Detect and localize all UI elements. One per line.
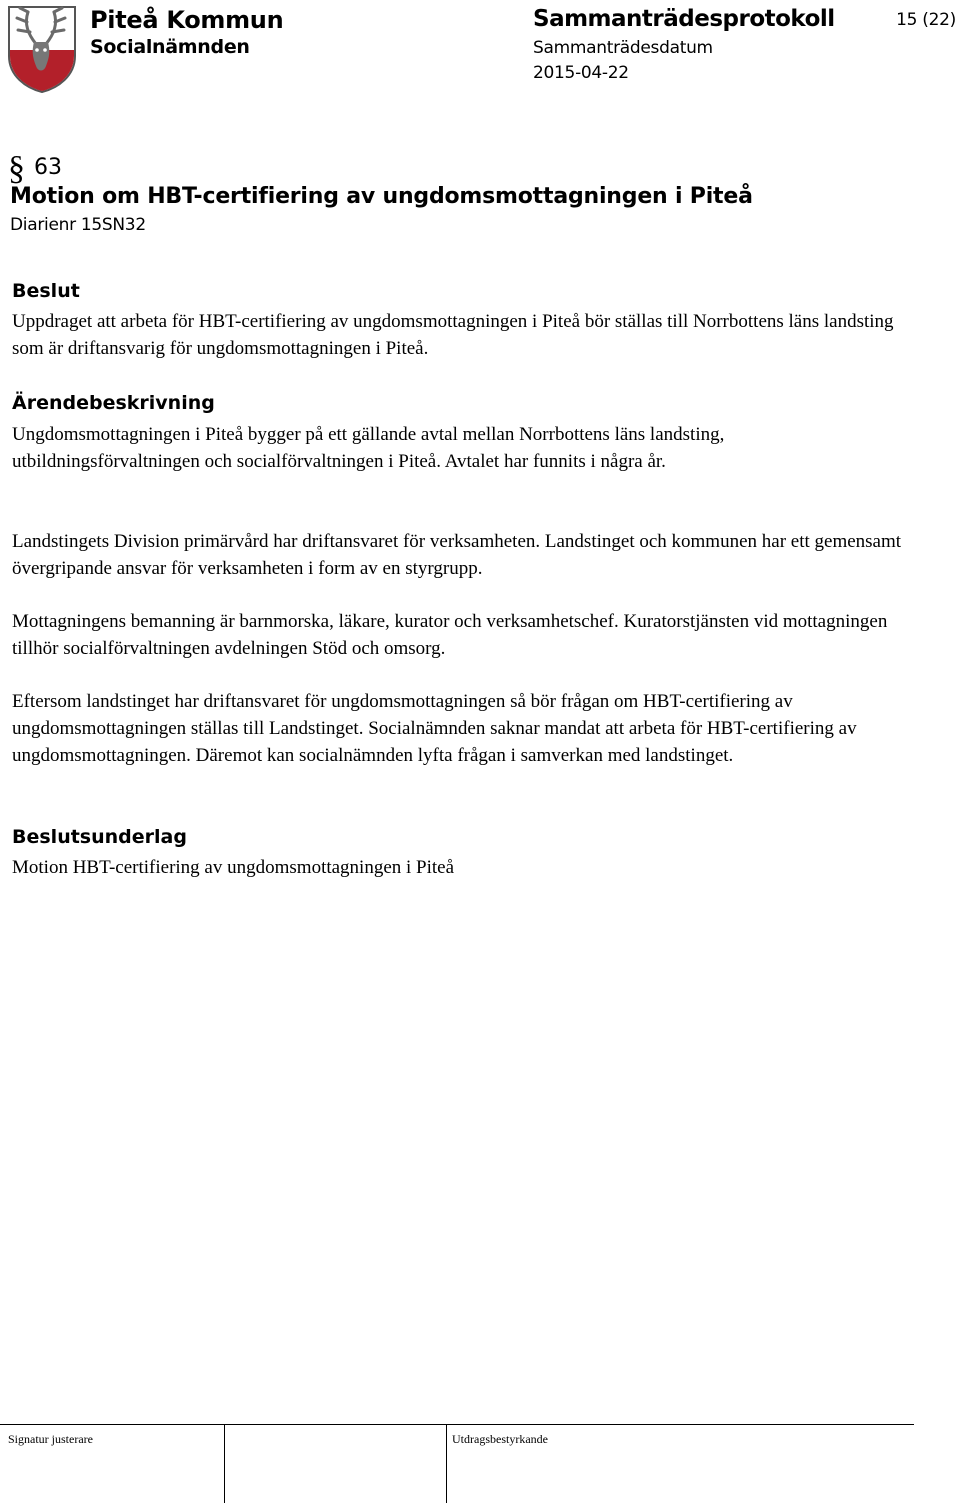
case-description-paragraph: Mottagningens bemanning är barnmorska, läkare, kurator och verksamhetschef. Kuratorstjänsten vid mottagningen tillhör socialförvaltningen avdelningen Stöd och omsorg. (12, 611, 888, 659)
signature-footer (0, 1424, 960, 1503)
case-description-paragraph: Landstingets Division primärvård har driftansvaret för verksamheten. Landstinget och kommunen har ett gemensamt övergripande ansvar för verksamheten i form av en styrgrupp. (12, 531, 902, 579)
department-name: Socialnämnden (90, 36, 250, 58)
footer-column-divider (446, 1424, 447, 1503)
case-description-paragraph: Eftersom landstinget har driftansvaret för ungdomsmottagningen så bör frågan om HBT-certifiering av ungdomsmottagningen ställas till Landstinget. Socialnämnden saknar mandat att arbeta för HBT-certifiering av ungdomsmottagningen. Däremot kan socialnämnden lyfta frågan i samverkan med landstinget. (12, 691, 857, 766)
document-type: Sammanträdesprotokoll (533, 6, 835, 32)
footer-divider (0, 1424, 914, 1425)
municipality-logo (6, 4, 78, 94)
item-title: Motion om HBT-certifiering av ungdomsmottagningen i Piteå (10, 184, 753, 209)
item-number: 63 (34, 155, 62, 180)
decision-basis-heading: Beslutsunderlag (12, 826, 187, 848)
case-description-paragraph: Ungdomsmottagningen i Piteå bygger på ett gällande avtal mellan Norrbottens läns landsting, utbildningsförvaltningen och socialförvaltningen i Piteå. Avtalet har funnits i några år. (12, 424, 725, 472)
footer-column-divider (224, 1424, 225, 1503)
diary-number: Diarienr 15SN32 (10, 215, 146, 235)
decision-heading: Beslut (12, 280, 80, 302)
extract-certification-label: Utdragsbestyrkande (452, 1432, 548, 1446)
section-sign: § (8, 150, 25, 187)
case-description-heading: Ärendebeskrivning (12, 392, 215, 414)
reindeer-coat-of-arms-icon (6, 4, 78, 94)
meeting-date: 2015-04-22 (533, 63, 629, 83)
organization-name: Piteå Kommun (90, 6, 284, 34)
meeting-date-label: Sammanträdesdatum (533, 38, 713, 58)
decision-basis-text: Motion HBT-certifiering av ungdomsmottagningen i Piteå (12, 857, 455, 878)
decision-text: Uppdraget att arbeta för HBT-certifiering av ungdomsmottagningen i Piteå bör ställas till Norrbottens läns landsting som är driftansvarig för ungdomsmottagningen i Piteå. (12, 311, 894, 359)
page-number: 15 (22) (896, 10, 956, 30)
signature-label: Signatur justerare (8, 1432, 93, 1446)
